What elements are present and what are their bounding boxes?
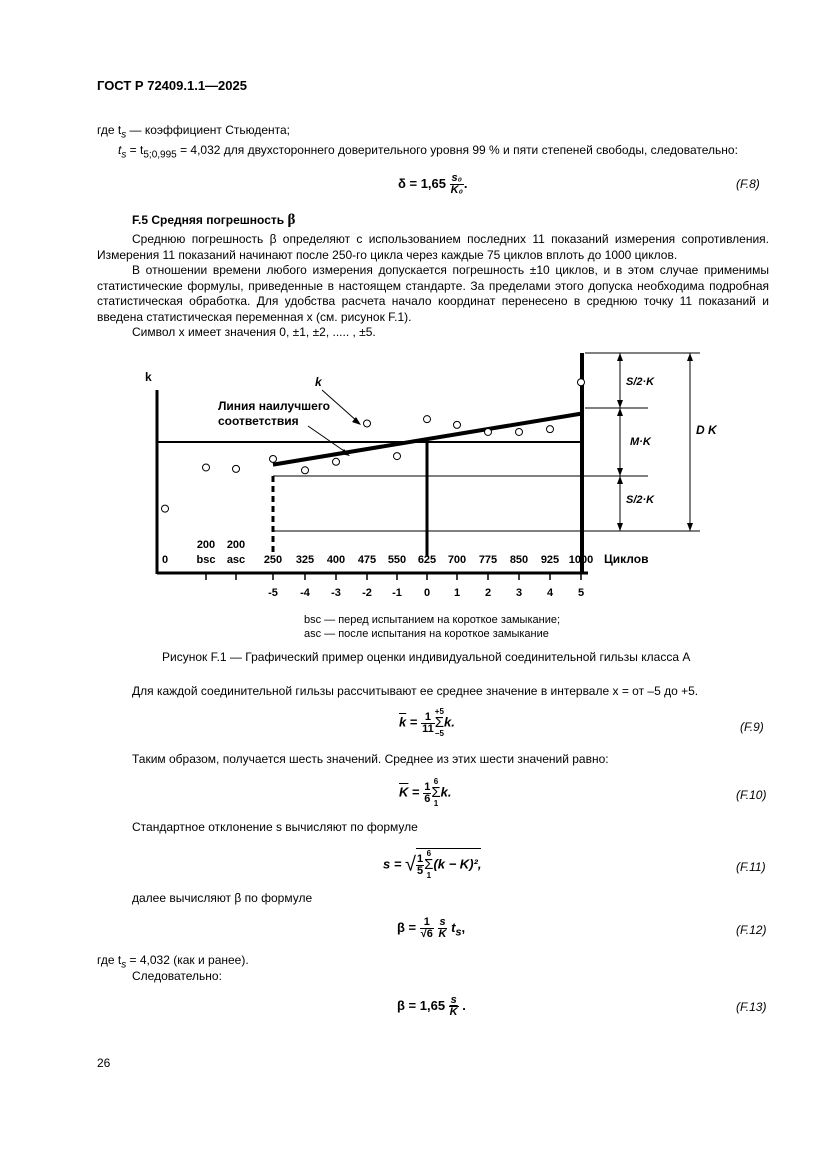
figure-caption: Рисунок F.1 — Графический пример оценки индивидуальной соединительной гильзы класса А bbox=[162, 650, 691, 664]
x-tick-label: 625 bbox=[417, 554, 437, 566]
x-stat-label: 2 bbox=[484, 587, 492, 599]
f12-den2: K bbox=[438, 928, 447, 940]
f9-eq: = bbox=[406, 714, 422, 730]
f10-lhs: $\overline{K}$ bbox=[399, 784, 409, 800]
f10-top: 6 bbox=[433, 777, 439, 786]
where-ts-sub: s bbox=[121, 129, 127, 141]
arrow-5 bbox=[617, 476, 623, 484]
f10-den: 6 bbox=[424, 792, 431, 805]
paragraph-9: Следовательно: bbox=[132, 969, 222, 983]
f12-tail-end: , bbox=[461, 919, 466, 935]
x-tick-label: 200 bbox=[196, 539, 216, 551]
x-tick-label: 850 bbox=[509, 554, 529, 566]
y-axis-label: k bbox=[145, 370, 152, 384]
ts-rest: = 4,032 для двухстороннего доверительного уровня 99 % и пяти степеней свободы, следовательно: bbox=[176, 143, 738, 157]
x-axis-label: Циклов bbox=[604, 552, 649, 566]
s2k-bottom-label: S/2·K bbox=[626, 494, 655, 506]
f10-eq: = bbox=[408, 784, 424, 800]
f12-tail: t bbox=[447, 919, 456, 935]
x-stat-label: 3 bbox=[515, 587, 523, 599]
equation-f9: $\overline{k}$ = $\frac{1}{11}$ +5 Σ −5k. bbox=[399, 707, 455, 738]
data-point bbox=[516, 428, 523, 435]
arrow-6 bbox=[617, 523, 623, 531]
where-ts-text: где t bbox=[97, 123, 122, 137]
data-point bbox=[270, 455, 277, 462]
f11-body: (k − K)², bbox=[433, 856, 482, 872]
figure-f1-chart bbox=[130, 348, 717, 613]
data-point bbox=[203, 464, 210, 471]
x-tick-label: 325 bbox=[295, 554, 315, 566]
page-number: 26 bbox=[97, 1056, 111, 1070]
section-title-text: F.5 Средняя погрешность bbox=[132, 213, 288, 227]
x-stat-label: -3 bbox=[331, 587, 341, 599]
equation-f11: s = √ $\frac{1}{5}$ 6 Σ 1(k − K)², bbox=[383, 849, 482, 880]
data-point bbox=[233, 465, 240, 472]
f12-num2: s bbox=[439, 916, 446, 928]
figure-note-asc: asc — после испытания на короткое замыкание bbox=[304, 628, 549, 640]
arrow-3 bbox=[617, 408, 623, 416]
f9-body: k. bbox=[443, 714, 455, 730]
x-tick-sublabel: asc bbox=[226, 554, 246, 566]
f13-den: K bbox=[449, 1006, 458, 1018]
p8-sub: s bbox=[121, 959, 127, 971]
f13-num: s bbox=[450, 994, 457, 1006]
s2k-top-label: S/2·K bbox=[626, 376, 655, 388]
x-stat-label: 5 bbox=[577, 587, 585, 599]
x-tick-label: 200 bbox=[226, 539, 246, 551]
x-stat-label: 4 bbox=[546, 587, 554, 599]
f8-num: s₀ bbox=[451, 172, 462, 184]
equation-label-f13: (F.13) bbox=[736, 1000, 767, 1014]
equation-f12 bbox=[397, 917, 465, 940]
p8-text: где t bbox=[97, 953, 122, 967]
data-point bbox=[547, 426, 554, 433]
f10-body: k. bbox=[440, 784, 452, 800]
x-stat-label: -5 bbox=[268, 587, 278, 599]
equation-f13 bbox=[397, 995, 466, 1018]
section-title bbox=[132, 212, 295, 229]
x-stat-label: 1 bbox=[453, 587, 461, 599]
where-ts-rest: — коэффициент Стьюдента; bbox=[126, 123, 291, 137]
f12-lhs: β = bbox=[397, 919, 420, 935]
paragraph-2: В отношении времени любого измерения допускается погрешность ±10 циклов, и в этом случае применимы статистические формулы, приведенные в настоящем стандарте. За пределами этого допуска необходима подробная статистическая обработка. Для удобства расчета начало координат перенесено в среднюю точку 11 показаний и введена статистическая переменная x (см. рисунок F.1). bbox=[97, 263, 769, 324]
best-fit-label-1: Линия наилучшего bbox=[218, 399, 331, 413]
x-tick-label: 925 bbox=[540, 554, 560, 566]
ts-s: s bbox=[121, 149, 127, 161]
fit-pointer-line bbox=[308, 426, 347, 453]
f9-den: 11 bbox=[422, 722, 434, 735]
paragraph-4: Для каждой соединительной гильзы рассчитывают ее среднее значение в интервале x = от –5 до +5. bbox=[132, 684, 699, 698]
ts-sub: 5;0,995 bbox=[143, 149, 177, 161]
equation-label-f10: (F.10) bbox=[736, 788, 767, 802]
x-tick-label: 0 bbox=[161, 554, 169, 566]
f9-lhs: $\overline{k}$ bbox=[399, 714, 407, 730]
f9-num: 1 bbox=[421, 712, 435, 724]
f11-lhs: s = bbox=[383, 856, 406, 872]
equation-label-f8: (F.8) bbox=[736, 177, 760, 191]
ts-eq: = t bbox=[126, 143, 144, 157]
f11-den: 5 bbox=[417, 864, 424, 877]
equation-label-f12: (F.12) bbox=[736, 923, 767, 937]
data-point bbox=[162, 505, 169, 512]
paragraph-3: Символ x имеет значения 0, ±1, ±2, ..... , ±5. bbox=[132, 325, 376, 339]
x-tick-label: 775 bbox=[478, 554, 498, 566]
paragraph-5: Таким образом, получается шесть значений. Среднее из этих шести значений равно: bbox=[132, 752, 609, 766]
data-point bbox=[424, 416, 431, 423]
data-point bbox=[302, 467, 309, 474]
f9-bot: −5 bbox=[434, 729, 444, 738]
f12-den: √6 bbox=[420, 928, 433, 940]
f11-top: 6 bbox=[426, 849, 432, 858]
f8-den: K₀ bbox=[450, 184, 463, 196]
mk-label: M·K bbox=[630, 436, 651, 448]
paragraph-7: далее вычисляют β по формуле bbox=[132, 891, 313, 905]
k-annotation: k bbox=[315, 375, 322, 389]
equation-f10: $\overline{K}$ = $\frac{1}{6}$ 6 Σ 1k. bbox=[399, 777, 452, 808]
x-stat-label: -1 bbox=[392, 587, 402, 599]
f10-num: 1 bbox=[424, 780, 431, 793]
f12-tail-sub: s bbox=[455, 926, 462, 939]
x-tick-label: 700 bbox=[447, 554, 467, 566]
data-point bbox=[333, 458, 340, 465]
arrow-2 bbox=[617, 400, 623, 408]
ts-t: t bbox=[118, 143, 122, 157]
x-stat-label: -2 bbox=[362, 587, 372, 599]
section-title-beta: β bbox=[287, 212, 296, 228]
paragraph-1: Среднюю погрешность β определяют с использованием последних 11 показаний измерения сопротивления. Измерения 11 показаний начинают после 250-го цикла через каждые 75 циклов вплоть до 1000 циклов. bbox=[97, 232, 769, 262]
figure-note-bsc: bsc — перед испытанием на короткое замыкание; bbox=[304, 614, 561, 626]
x-tick-label: 475 bbox=[357, 554, 377, 566]
data-point bbox=[394, 453, 401, 460]
x-tick-label: 250 bbox=[263, 554, 283, 566]
x-tick-sublabel: bsc bbox=[196, 554, 216, 566]
f10-bot: 1 bbox=[433, 799, 439, 808]
ts-definition-line bbox=[118, 143, 738, 160]
arrow-1 bbox=[617, 353, 623, 361]
arrow-7 bbox=[687, 353, 693, 361]
equation-f8 bbox=[398, 173, 468, 196]
x-tick-label: 1000 bbox=[568, 554, 594, 566]
equation-label-f9: (F.9) bbox=[740, 720, 764, 734]
f9-top: +5 bbox=[434, 707, 444, 716]
document-header: ГОСТ Р 72409.1.1—2025 bbox=[97, 78, 247, 93]
arrow-8 bbox=[687, 523, 693, 531]
x-tick-label: 550 bbox=[387, 554, 407, 566]
data-point bbox=[454, 421, 461, 428]
paragraph-8 bbox=[97, 953, 249, 970]
arrow-4 bbox=[617, 468, 623, 476]
data-point bbox=[485, 428, 492, 435]
paragraph-6: Стандартное отклонение s вычисляют по формуле bbox=[132, 820, 418, 834]
where-ts-line bbox=[97, 123, 290, 140]
f11-num: 1 bbox=[417, 852, 424, 865]
f12-num: 1 bbox=[420, 917, 434, 929]
x-tick-label: 400 bbox=[326, 554, 346, 566]
data-point bbox=[364, 420, 371, 427]
equation-label-f11: (F.11) bbox=[736, 860, 766, 874]
f13-tail: . bbox=[458, 997, 466, 1013]
f8-tail: . bbox=[463, 175, 468, 191]
data-point bbox=[578, 379, 585, 386]
dk-label: D K bbox=[696, 423, 717, 437]
f13-lhs: β = 1,65 bbox=[397, 997, 449, 1013]
x-stat-label: 0 bbox=[423, 587, 431, 599]
best-fit-label-2: соответствия bbox=[218, 414, 299, 428]
x-stat-label: -4 bbox=[300, 587, 310, 599]
f11-bot: 1 bbox=[426, 871, 432, 880]
f8-lhs: δ = 1,65 bbox=[398, 175, 450, 191]
p8-rest: = 4,032 (как и ранее). bbox=[126, 953, 249, 967]
